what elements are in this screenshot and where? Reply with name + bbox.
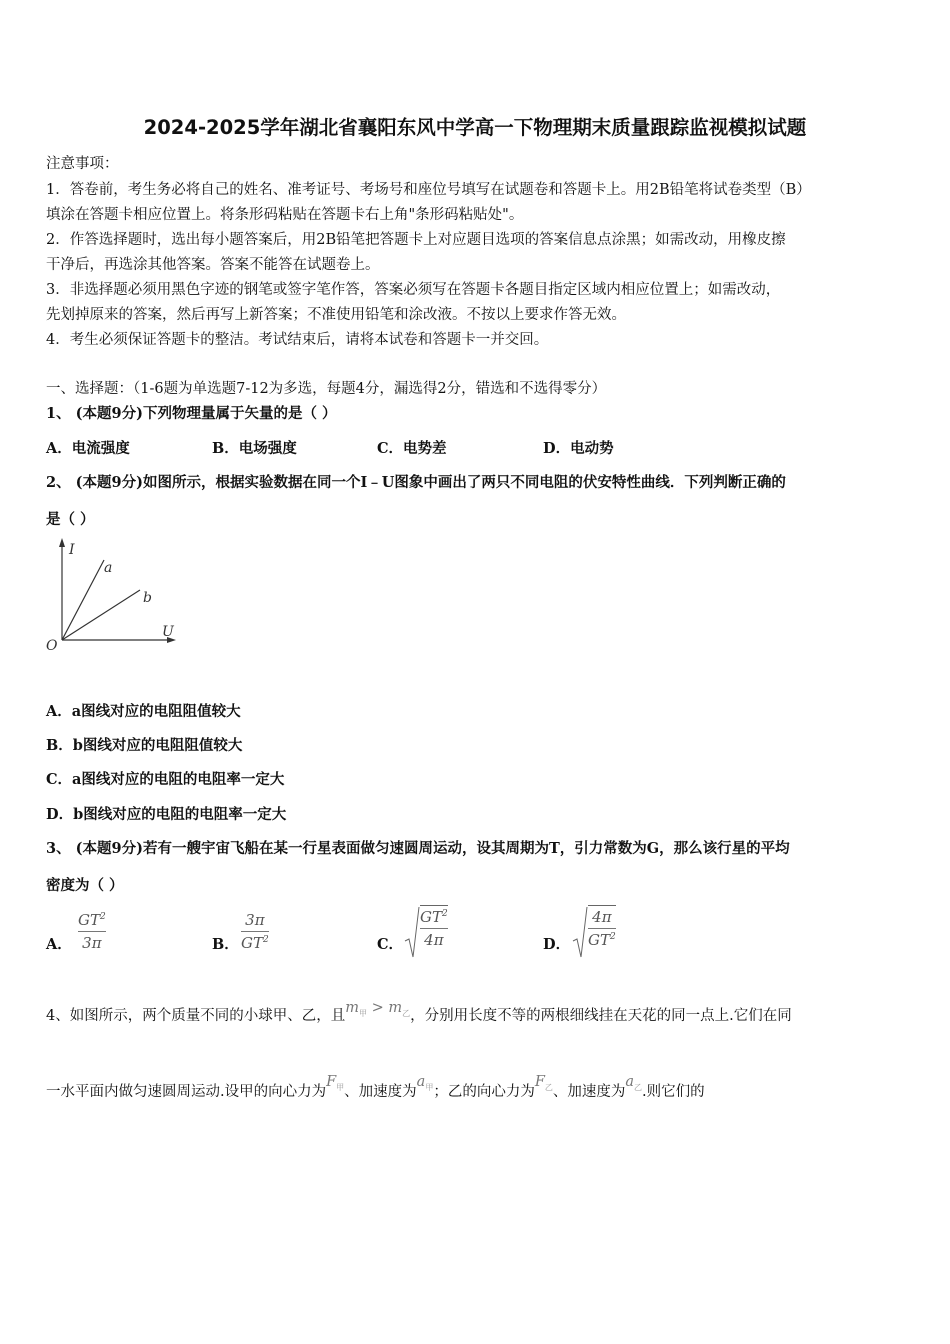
line-b-label: b (143, 590, 152, 606)
q3-option-d-label: D． (543, 936, 571, 953)
i-axis-arrow-icon (59, 538, 65, 547)
graph-line-a (62, 560, 104, 640)
q2-option-d: D．b图线对应的电阻的电阻率一定大 (46, 806, 287, 823)
sqrt-icon (572, 905, 588, 959)
notice-line: 4．考生必须保证答题卡的整洁。考试结束后，请将本试卷和答题卡一并交回。 (46, 332, 549, 348)
notice-line: 填涂在答题卡相应位置上。将条形码粘贴在答题卡右上角"条形码粘贴处"。 (46, 207, 524, 223)
q3-option-a-fraction: $GT^2$ 3π (78, 911, 106, 952)
question-1-stem: 1、 (本题9分)下列物理量属于矢量的是（ ） (46, 405, 337, 422)
graph-line-b (62, 590, 140, 640)
question-4-stem-cont: 一水平面内做匀速圆周运动.设甲的向心力为$F_甲$、加速度为$a_甲$；乙的向心力为$F_乙$、加速度为$a_乙$.则它们的 (46, 1074, 705, 1100)
accel-yi: $a_乙$ (625, 1074, 643, 1092)
iu-graph (40, 532, 215, 662)
q1-option-d: D．电动势 (543, 440, 614, 457)
notice-line: 3．非选择题必须用黑色字迹的钢笔或签字笔作答，答案必须写在答题卡各题目指定区域内相应位置上；如需改动， (46, 282, 781, 298)
notice-line: 干净后，再选涂其他答案。答案不能答在试题卷上。 (46, 257, 380, 273)
q3-option-d-fraction: 4π $GT^2$ (588, 905, 616, 949)
question-3-stem: 3、 (本题9分)若有一艘宇宙飞船在某一行星表面做匀速圆周运动，设其周期为T，引力常数为G，那么该行星的平均 (46, 840, 790, 857)
page-title: 2024-2025学年湖北省襄阳东风中学高一下物理期末质量跟踪监视模拟试题 (143, 116, 807, 139)
q3-option-a-label: A． (46, 936, 72, 953)
q1-option-c: C．电势差 (377, 440, 447, 457)
section-heading: 一、选择题：（1-6题为单选题7-12为多选，每题4分，漏选得2分，错选和不选得零分） (46, 381, 607, 397)
force-jia: $F_甲$ (326, 1074, 345, 1092)
force-yi: $F_乙$ (534, 1074, 553, 1092)
q3-option-c-label: C． (377, 936, 404, 953)
i-axis-label: I (69, 542, 75, 558)
q3-option-c-fraction: $GT^2$ 4π (420, 905, 448, 949)
q3-option-b-label: B． (212, 936, 239, 953)
q3-option-b-fraction: 3π $GT^2$ (241, 911, 269, 952)
accel-jia: $a_甲$ (416, 1074, 434, 1092)
q1-option-a: A．电流强度 (46, 440, 130, 457)
u-axis-label: U (162, 624, 174, 640)
notice-line: 1．答卷前，考生务必将自己的姓名、准考证号、考场号和座位号填写在试题卷和答题卡上。用2B铅笔将试卷类型（B） (46, 182, 811, 198)
q2-option-a: A．a图线对应的电阻阻值较大 (46, 703, 241, 720)
origin-label: O (46, 638, 58, 654)
question-2-stem: 2、 (本题9分)如图所示，根据实验数据在同一个I﹣U图象中画出了两只不同电阻的伏安特性曲线．下列判断正确的 (46, 474, 786, 491)
question-2-stem-cont: 是（ ） (46, 511, 95, 528)
mass-comparison: $m_甲 > m_乙$ (345, 1000, 411, 1018)
line-a-label: a (104, 560, 113, 576)
q1-option-b: B．电场强度 (212, 440, 297, 457)
sqrt-icon (404, 905, 420, 959)
notice-line: 先划掉原来的答案，然后再写上新答案；不准使用铅笔和涂改液。不按以上要求作答无效。 (46, 307, 626, 323)
notice-heading: 注意事项： (46, 156, 119, 172)
notice-line: 2．作答选择题时，选出每小题答案后，用2B铅笔把答题卡上对应题目选项的答案信息点涂黑；如需改动，用橡皮擦 (46, 232, 786, 248)
question-4-stem: 4、如图所示，两个质量不同的小球甲、乙，且$m_甲 > m_乙$，分别用长度不等的两根细线挂在天花的同一点上.它们在同 (46, 1000, 792, 1024)
question-3-stem-cont: 密度为（ ） (46, 877, 124, 894)
q2-option-c: C．a图线对应的电阻的电阻率一定大 (46, 771, 285, 788)
q2-option-b: B．b图线对应的电阻阻值较大 (46, 737, 243, 754)
